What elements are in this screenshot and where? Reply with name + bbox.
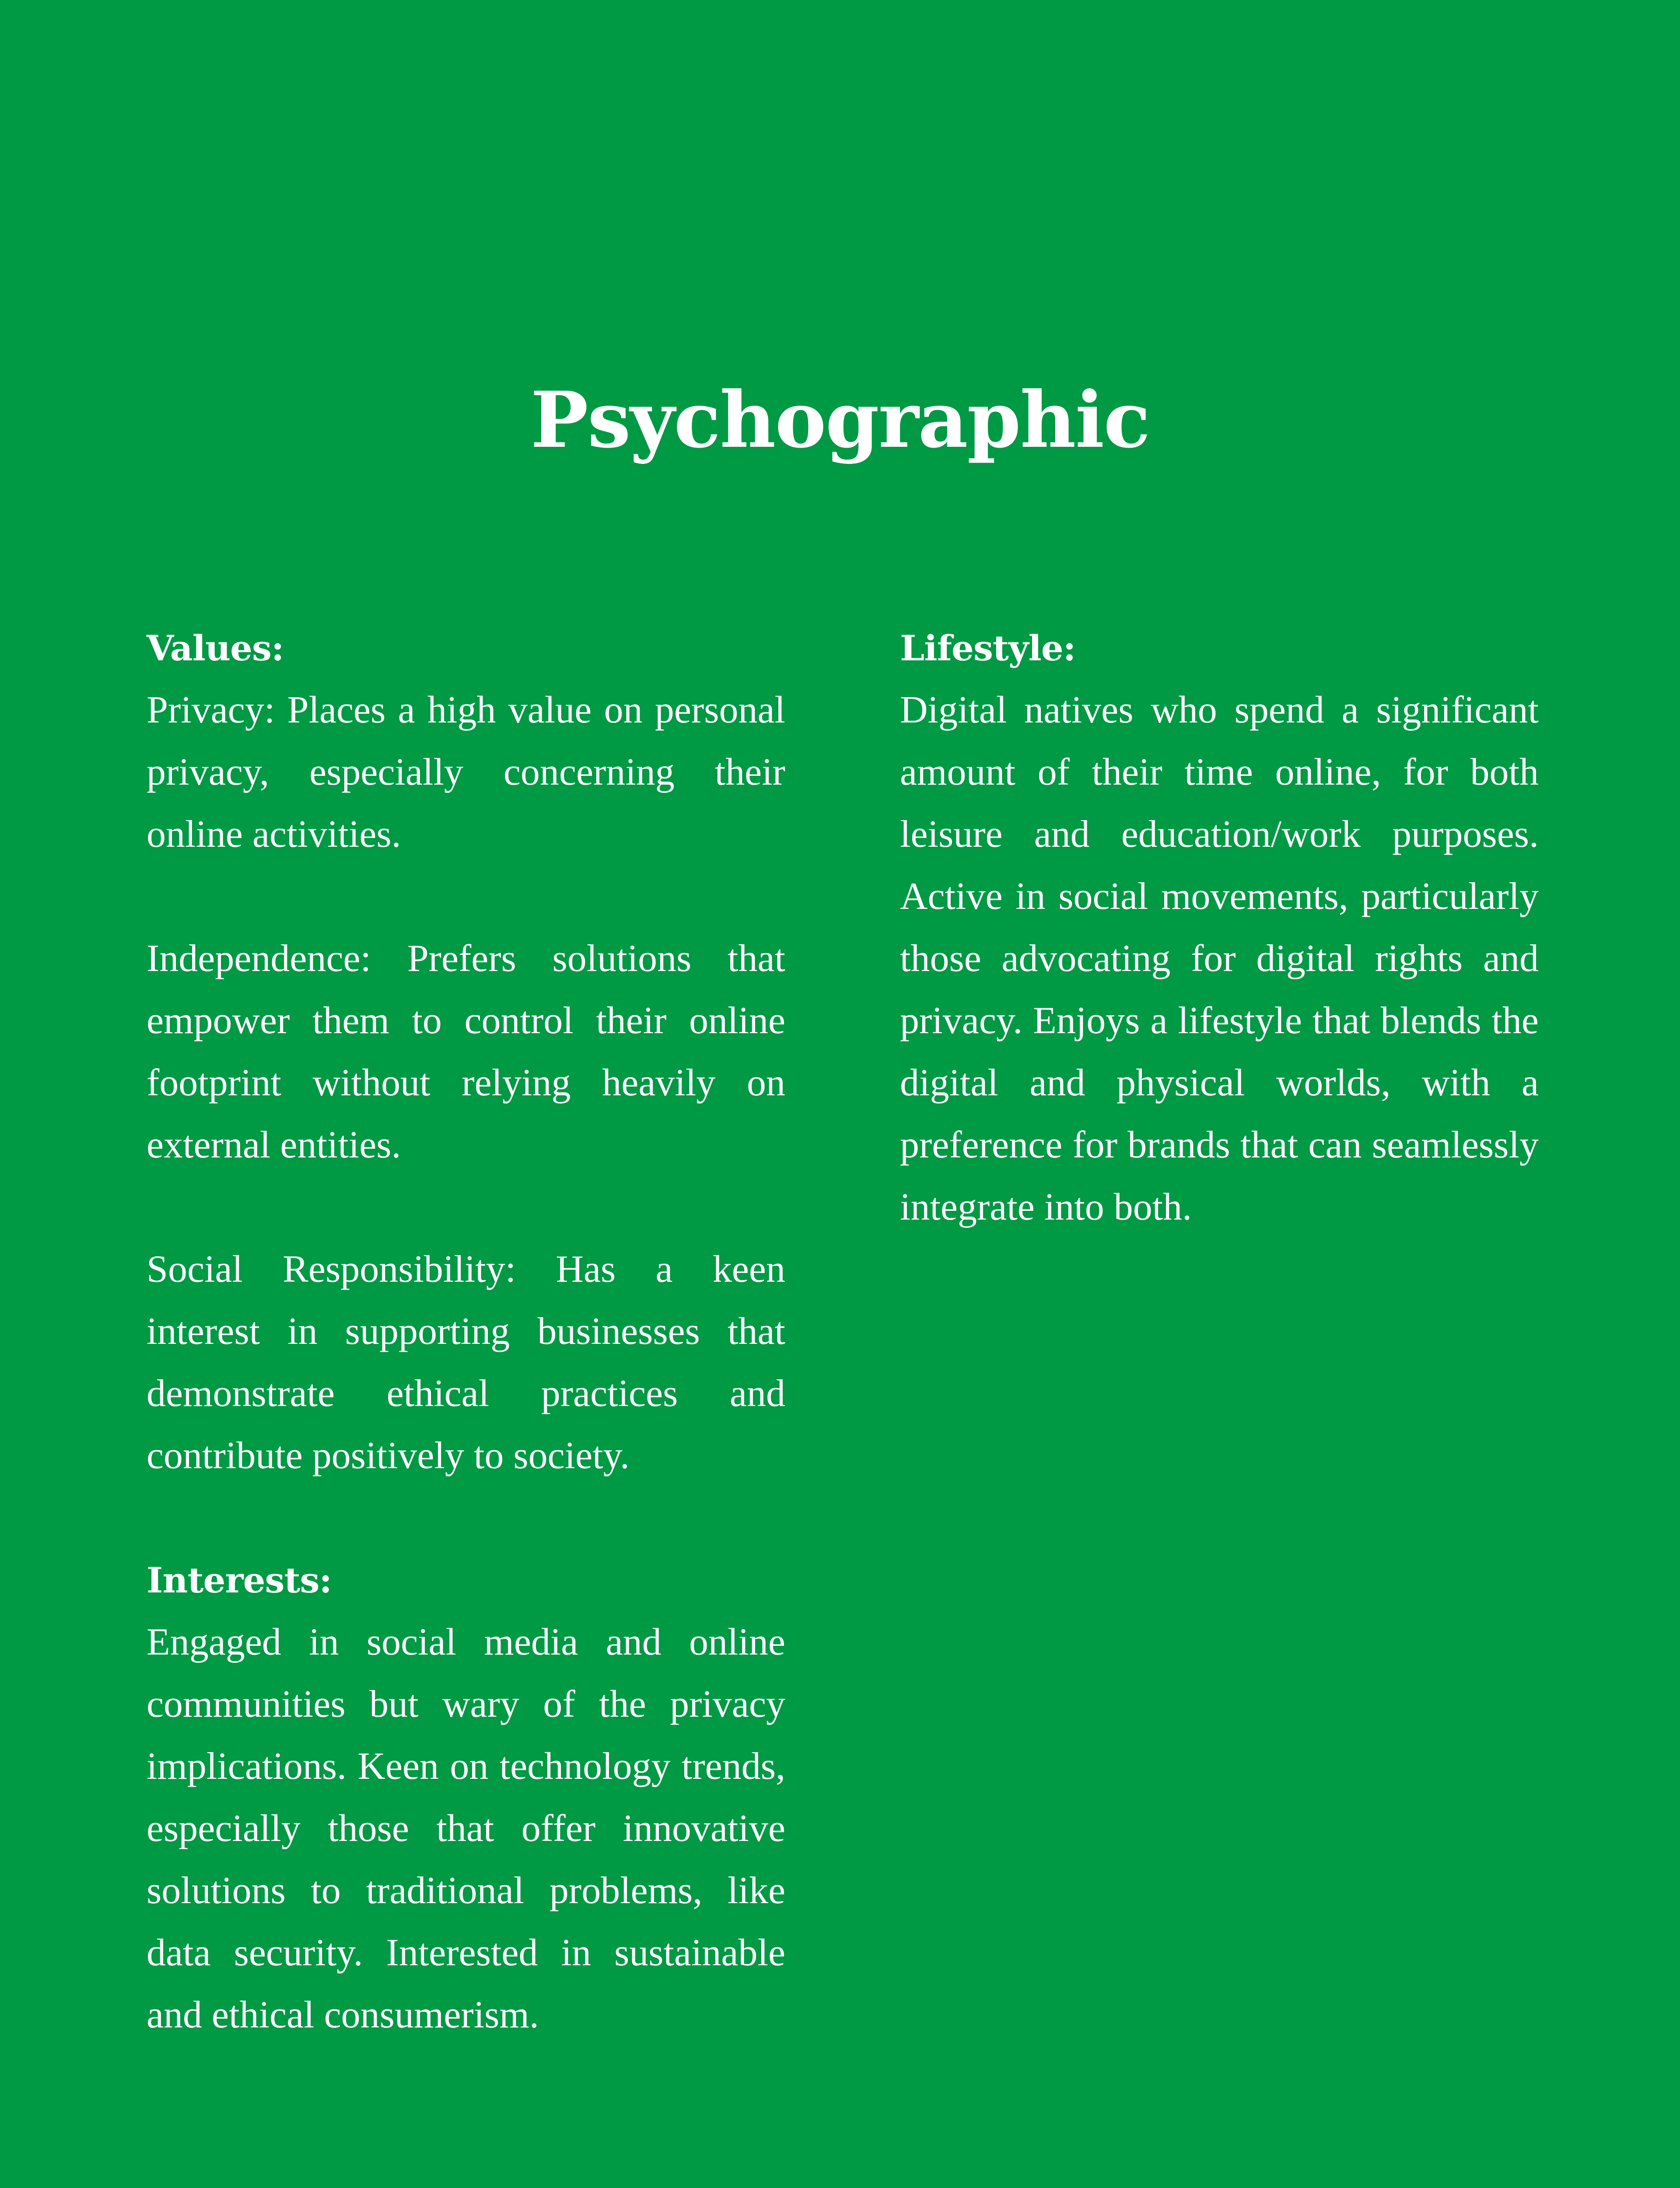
spacer: [147, 1176, 785, 1238]
lifestyle-heading: Lifestyle:: [900, 628, 1076, 669]
lifestyle-text: Digital natives who spend a significant amount of their time online, for both leisure and education/work purposes. Active in social movements, particularly those advocating for digital rights and privacy. Enjoys a lifestyle that blends the digital and physical worlds, with a preference for brands that can seamlessly integrate into both.: [900, 689, 1539, 1228]
page-title: Psychographic: [530, 375, 1150, 465]
values-independence-text: Independence: Prefers solutions that empower them to control their online footprint without relying heavily on external entities.: [147, 937, 785, 1166]
values-social-responsibility-text: Social Responsibility: Has a keen interest in supporting businesses that demonstrate ethical practices and contribute positively to society.: [147, 1248, 785, 1477]
spacer: [147, 866, 785, 928]
values-heading: Values:: [147, 628, 284, 669]
right-column: [900, 617, 1539, 1238]
left-column: [147, 617, 785, 2046]
interests-heading: Interests:: [147, 1560, 332, 1601]
spacer: [147, 1487, 785, 1549]
interests-text: Engaged in social media and online communities but wary of the privacy implications. Keen on technology trends, especially those that offer innovative solutions to traditional problems, like data security. Interested in sustainable and ethical consumerism.: [147, 1621, 785, 2036]
values-privacy-text: Privacy: Places a high value on personal privacy, especially concerning their online activities.: [147, 689, 785, 856]
